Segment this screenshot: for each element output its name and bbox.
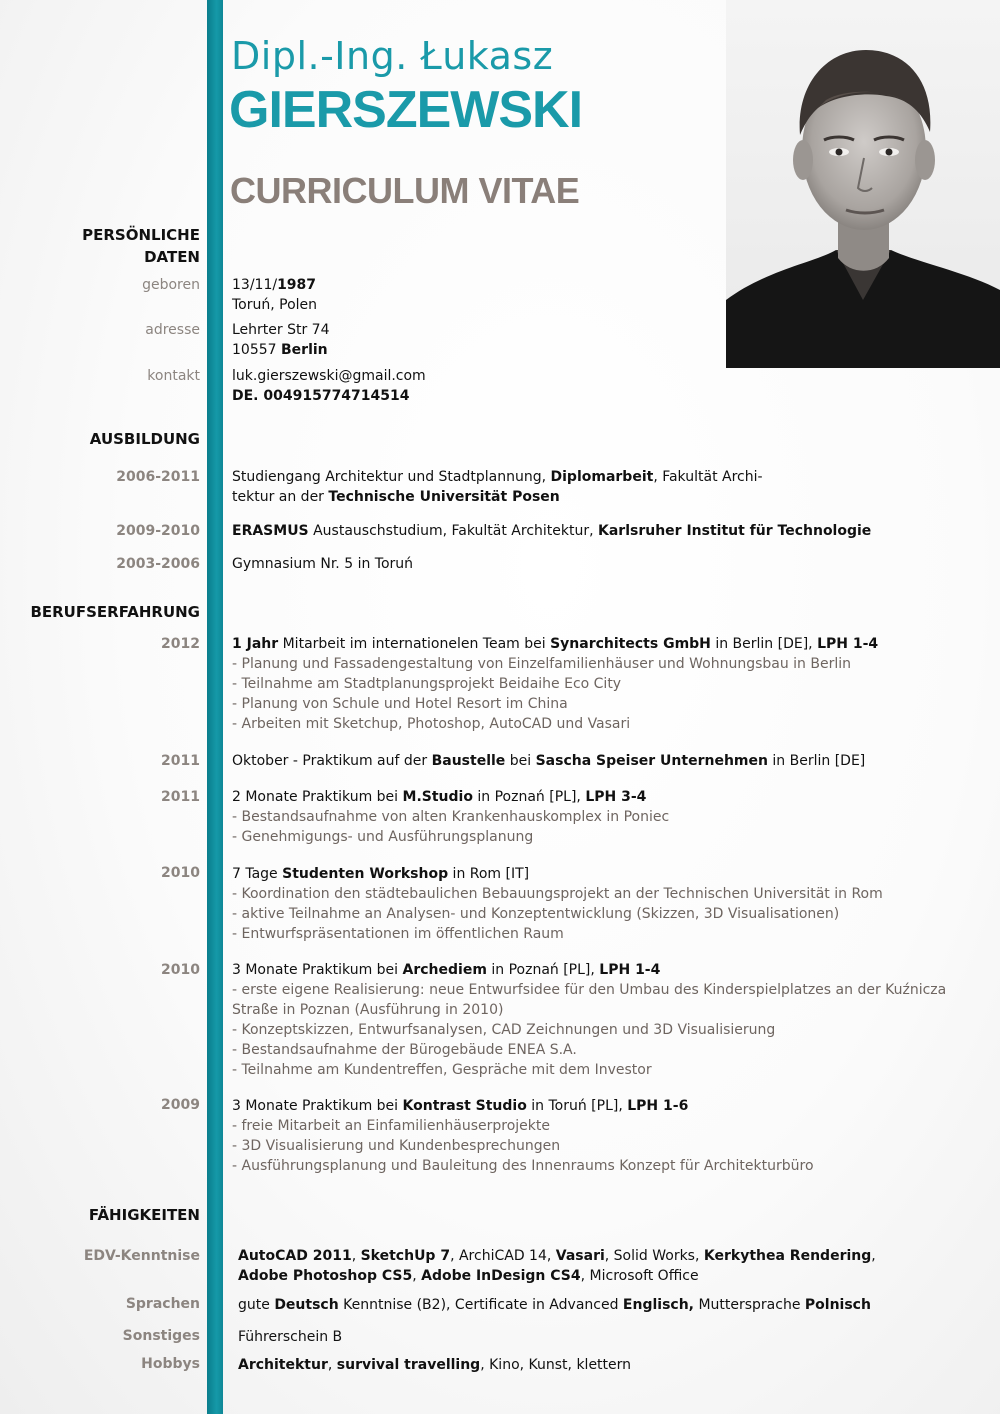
- edu-1-text-d: tektur an der: [232, 489, 329, 505]
- section-personal-heading: PERSÖNLICHE DATEN: [82, 226, 200, 266]
- address-zip: 10557: [232, 342, 281, 358]
- birth-info: [232, 275, 317, 315]
- spr-a: gute: [238, 1297, 275, 1313]
- edv-k: Adobe InDesign CS4: [421, 1268, 581, 1284]
- edv-d: , ArchiCAD 14,: [450, 1248, 556, 1264]
- edu-year-1: 2006-2011: [116, 469, 200, 485]
- address-street: Lehrter Str 74: [232, 322, 330, 338]
- contact-phone[interactable]: DE. 004915774714514: [232, 388, 410, 404]
- exp-6-detail: - Ausführungsplanung und Bauleitung des Innenraums Konzept für Architekturbüro: [232, 1158, 814, 1174]
- exp-5-detail: - Konzeptskizzen, Entwurfsanalysen, CAD Zeichnungen und 3D Visualisierung: [232, 1022, 776, 1038]
- edu-year-2: 2009-2010: [116, 523, 200, 539]
- edu-entry-2: [232, 521, 871, 541]
- hob-c: survival travelling: [336, 1357, 481, 1373]
- skills-other: Führerschein B: [238, 1329, 343, 1345]
- exp-2-c: bei: [505, 753, 536, 769]
- label-kontakt: kontakt: [147, 368, 200, 384]
- hob-b: ,: [327, 1357, 337, 1373]
- exp-year-2: 2011: [161, 753, 200, 769]
- edu-1-text-e: Technische Universität Posen: [328, 489, 560, 505]
- exp-2-e: in Berlin [DE]: [767, 753, 866, 769]
- exp-year-5: 2010: [161, 962, 200, 978]
- edv-f: , Solid Works,: [604, 1248, 704, 1264]
- exp-4-detail: - Entwurfspräsentationen im öffentlichen Raum: [232, 926, 564, 942]
- portrait-illustration: [726, 0, 1000, 368]
- contact-info: [232, 366, 426, 406]
- exp-4-detail: - aktive Teilnahme an Analysen- und Konzeptentwicklung (Skizzen, 3D Visualisationen): [232, 906, 840, 922]
- exp-3-c: in Poznań [PL],: [472, 789, 586, 805]
- hob-a: Architektur: [238, 1357, 328, 1373]
- exp-1-b: Mitarbeit im internationelen Team bei: [278, 636, 551, 652]
- exp-6-detail: - 3D Visualisierung und Kundenbesprechungen: [232, 1138, 561, 1154]
- spr-c: Kenntnise (B2), Certificate in Advanced: [338, 1297, 623, 1313]
- exp-1-detail: - Planung von Schule und Hotel Resort im China: [232, 696, 568, 712]
- section-education-heading: AUSBILDUNG: [89, 430, 200, 448]
- spr-e: Muttersprache: [694, 1297, 805, 1313]
- exp-1-detail: - Teilnahme am Stadtplanungsprojekt Beidaihe Eco City: [232, 676, 622, 692]
- birth-year: 1987: [277, 277, 317, 293]
- edu-1-text-a: Studiengang Architektur und Stadtplannung,: [232, 469, 551, 485]
- exp-entry-1: [232, 634, 878, 734]
- spr-f: Polnisch: [804, 1297, 871, 1313]
- exp-3-b: M.Studio: [402, 789, 473, 805]
- exp-1-detail: - Planung und Fassadengestaltung von Einzelfamilienhäuser und Wohnungsbau in Berlin: [232, 656, 852, 672]
- edu-year-3: 2003-2006: [116, 556, 200, 572]
- exp-2-b: Baustelle: [431, 753, 506, 769]
- name-first-line: Dipl.-Ing. Łukasz: [231, 34, 554, 78]
- exp-entry-6: [232, 1096, 814, 1176]
- exp-5-detail: Straße in Poznan (Ausführung in 2010): [232, 1002, 504, 1018]
- exp-1-d: in Berlin [DE],: [710, 636, 818, 652]
- edu-3-text: Gymnasium Nr. 5 in Toruń: [232, 556, 414, 572]
- edv-i: Adobe Photoshop CS5: [238, 1268, 413, 1284]
- exp-6-detail: - freie Mitarbeit an Einfamilienhäuserprojekte: [232, 1118, 550, 1134]
- exp-year-1: 2012: [161, 636, 200, 652]
- exp-1-a: 1 Jahr: [232, 636, 279, 652]
- hob-d: , Kino, Kunst, klettern: [480, 1357, 632, 1373]
- label-sprachen: Sprachen: [125, 1296, 200, 1312]
- edu-2-text-a: ERASMUS: [232, 523, 309, 539]
- exp-6-b: Kontrast Studio: [402, 1098, 527, 1114]
- exp-5-detail: - erste eigene Realisierung: neue Entwurfsidee für den Umbau des Kinderspielplatzes an der Kuźnicza: [232, 982, 947, 998]
- edu-1-text-b: Diplomarbeit: [550, 469, 654, 485]
- skills-edv: [238, 1246, 876, 1286]
- edv-j: ,: [412, 1268, 422, 1284]
- edu-1-text-c: , Fakultät Archi-: [653, 469, 763, 485]
- exp-3-detail: - Genehmigungs- und Ausführungsplanung: [232, 829, 534, 845]
- name-last-line: GIERSZEWSKI: [229, 81, 583, 139]
- exp-entry-3: [232, 787, 669, 847]
- birth-place: Toruń, Polen: [232, 297, 318, 313]
- exp-entry-2: [232, 751, 865, 771]
- edu-entry-3: [232, 554, 413, 574]
- document-subtitle: CURRICULUM VITAE: [230, 170, 580, 211]
- exp-3-d: LPH 3-4: [585, 789, 647, 805]
- edv-h: ,: [871, 1248, 876, 1264]
- exp-3-a: 2 Monate Praktikum bei: [232, 789, 403, 805]
- exp-2-a: Oktober - Praktikum auf der: [232, 753, 432, 769]
- label-sonstiges: Sonstiges: [122, 1328, 200, 1344]
- spr-b: Deutsch: [274, 1297, 339, 1313]
- contact-email[interactable]: luk.gierszewski@gmail.com: [232, 368, 426, 384]
- birth-date-prefix: 13/11/: [232, 277, 278, 293]
- exp-3-detail: - Bestandsaufnahme von alten Krankenhauskomplex in Poniec: [232, 809, 670, 825]
- label-geboren: geboren: [142, 277, 200, 293]
- edu-2-text-c: Karlsruher Institut für Technologie: [598, 523, 872, 539]
- label-edv: EDV-Kenntnise: [83, 1248, 200, 1264]
- accent-bar: [207, 0, 223, 1414]
- portrait-photo: [726, 0, 1000, 368]
- address-info: [232, 320, 330, 360]
- spr-d: Englisch,: [622, 1297, 694, 1313]
- edu-entry-1: [232, 467, 763, 507]
- exp-5-b: Archediem: [402, 962, 487, 978]
- exp-6-d: LPH 1-6: [627, 1098, 689, 1114]
- exp-4-detail: - Koordination den städtebaulichen Bebauungsprojekt an der Technischen Universität in Rom: [232, 886, 883, 902]
- edu-2-text-b: Austauschstudium, Fakultät Architektur,: [308, 523, 599, 539]
- exp-5-a: 3 Monate Praktikum bei: [232, 962, 403, 978]
- exp-5-detail: - Bestandsaufnahme der Bürogebäude ENEA S.A.: [232, 1042, 577, 1058]
- edv-l: , Microsoft Office: [580, 1268, 699, 1284]
- exp-6-a: 3 Monate Praktikum bei: [232, 1098, 403, 1114]
- skills-languages: [238, 1295, 871, 1315]
- section-experience-heading: BERUFSERFAHRUNG: [30, 603, 200, 621]
- exp-1-e: LPH 1-4: [817, 636, 879, 652]
- exp-5-c: in Poznań [PL],: [486, 962, 600, 978]
- exp-entry-4: [232, 864, 883, 944]
- exp-4-c: in Rom [IT]: [448, 866, 530, 882]
- exp-4-a: 7 Tage: [232, 866, 283, 882]
- exp-4-b: Studenten Workshop: [282, 866, 449, 882]
- section-skills-heading: FÄHIGKEITEN: [88, 1206, 200, 1224]
- exp-1-c: Synarchitects GmbH: [550, 636, 711, 652]
- exp-2-d: Sascha Speiser Unternehmen: [535, 753, 768, 769]
- edv-a: AutoCAD 2011: [238, 1248, 352, 1264]
- edv-c: SketchUp 7: [360, 1248, 451, 1264]
- exp-entry-5: [232, 960, 946, 1080]
- label-adresse: adresse: [145, 322, 200, 338]
- address-city: Berlin: [281, 342, 328, 358]
- label-hobbys: Hobbys: [141, 1356, 200, 1372]
- edv-g: Kerkythea Rendering: [703, 1248, 872, 1264]
- exp-year-3: 2011: [161, 789, 200, 805]
- exp-year-4: 2010: [161, 865, 200, 881]
- exp-5-detail: - Teilnahme am Kundentreffen, Gespräche mit dem Investor: [232, 1062, 652, 1078]
- exp-6-c: in Toruń [PL],: [526, 1098, 628, 1114]
- edv-b: ,: [351, 1248, 361, 1264]
- edv-e: Vasari: [555, 1248, 605, 1264]
- skills-hobbies: [238, 1355, 631, 1375]
- exp-5-d: LPH 1-4: [599, 962, 661, 978]
- exp-1-detail: - Arbeiten mit Sketchup, Photoshop, AutoCAD und Vasari: [232, 716, 631, 732]
- exp-year-6: 2009: [161, 1097, 200, 1113]
